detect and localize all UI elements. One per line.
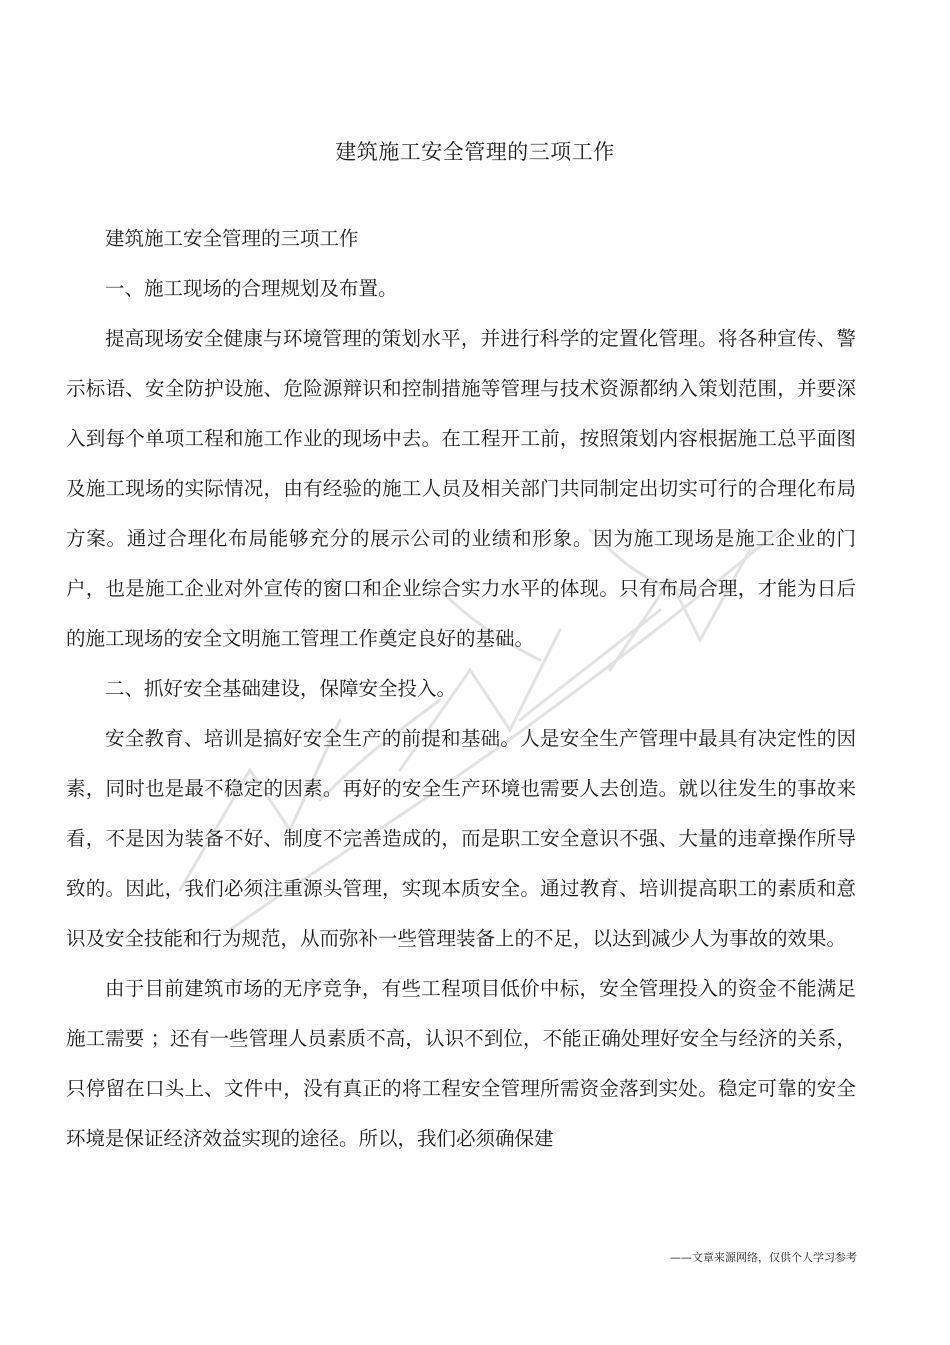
document-title: 建筑施工安全管理的三项工作 bbox=[335, 140, 615, 164]
section-heading: 一、施工现场的合理规划及布置。 bbox=[105, 277, 398, 300]
source-footnote: ——文章来源网络，仅供个人学习参考 bbox=[670, 1251, 857, 1264]
paragraph: 安全教育、培训是搞好安全生产的前提和基础。人是安全生产管理中最具有决定性的因素，同时也是最不稳定的因素。再好的安全生产环境也需要人去创造。就以往发生的事故来看，不是因为装备不好、制度不完善造成的，而是职工安全意识不强、大量的违章操作所导致的。因此，我们必须注重源头管理，实现本质安全。通过教育、培训提高职工的素质和意识及安全技能和行为规范，从而弥补一些管理装备上的不足，以达到减少人为事故的效果。 bbox=[66, 727, 856, 950]
paragraph: 提高现场安全健康与环境管理的策划水平，并进行科学的定置化管理。将各种宣传、警示标语、安全防护设施、危险源辩识和控制措施等管理与技术资源都纳入策划范围，并要深入到每个单项工程和施工作业的现场中去。在工程开工前，按照策划内容根据施工总平面图及施工现场的实际情况，由有经验的施工人员及相关部门共同制定出切实可行的合理化布局方案。通过合理化布局能够充分的展示公司的业绩和形象。因为施工现场是施工企业的门户，也是施工企业对外宣传的窗口和企业综合实力水平的体现。只有布局合理，才能为日后的施工现场的安全文明施工管理工作奠定良好的基础。 bbox=[66, 327, 856, 650]
paragraph: 由于目前建筑市场的无序竞争，有些工程项目低价中标，安全管理投入的资金不能满足施工需要 ；还有一些管理人员素质不高，认识不到位，不能正确处理好安全与经济的关系，只停留在口头上、文件中，没有真正的将工程安全管理所需资金落到实处。稳定可靠的安全环境是保证经济效益实现的途径。所以，我们必须确保建 bbox=[66, 977, 856, 1150]
paragraph: 建筑施工安全管理的三项工作 bbox=[105, 227, 359, 250]
document-body bbox=[66, 214, 856, 1164]
section-heading: 二、抓好安全基础建设，保障安全投入。 bbox=[105, 677, 457, 700]
